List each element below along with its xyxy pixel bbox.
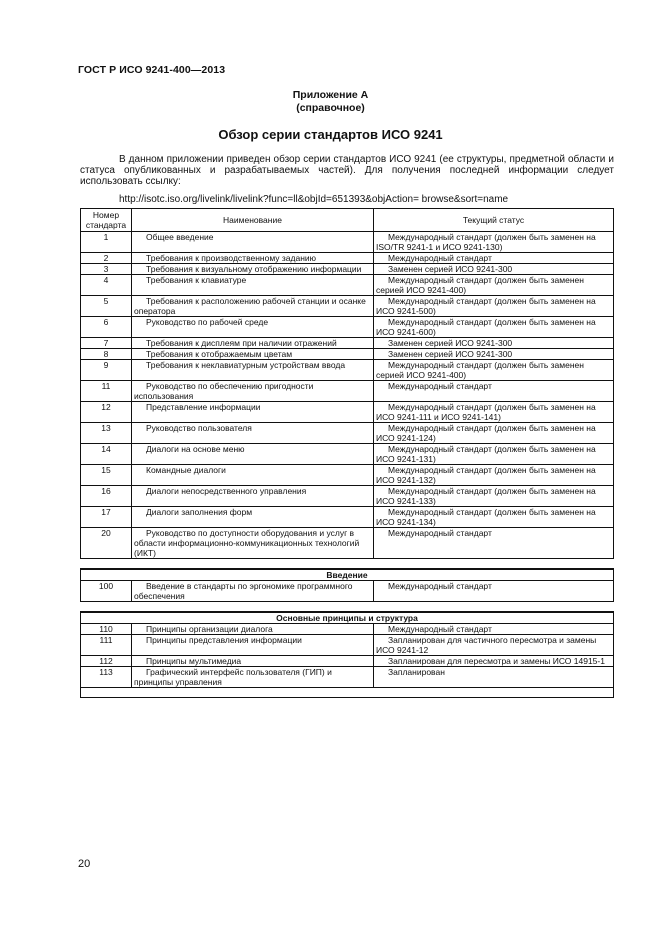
standards-table xyxy=(80,208,614,698)
table-row xyxy=(81,423,614,444)
row-number: 16 xyxy=(81,486,132,507)
row-name: Графический интерфейс пользователя (ГИП) и принципы управления xyxy=(132,667,374,688)
table-spacer xyxy=(81,602,614,613)
row-name: Диалоги на основе меню xyxy=(132,444,374,465)
page-number: 20 xyxy=(78,858,91,870)
table-row xyxy=(81,528,614,559)
row-status: Заменен серией ИСО 9241-300 xyxy=(374,349,614,360)
section-title: Введение xyxy=(81,569,614,581)
row-name: Руководство по обеспечению пригодности использования xyxy=(132,381,374,402)
row-number: 6 xyxy=(81,317,132,338)
row-name: Принципы организации диалога xyxy=(132,624,374,635)
row-number: 111 xyxy=(81,635,132,656)
row-name: Требования к неклавиатурным устройствам ввода xyxy=(132,360,374,381)
row-number: 110 xyxy=(81,624,132,635)
row-status: Международный стандарт (должен быть заменен на ISO/TR 9241-1 и ИСО 9241-130) xyxy=(374,232,614,253)
table-row xyxy=(81,381,614,402)
row-number: 7 xyxy=(81,338,132,349)
row-name: Руководство по доступности оборудования и услуг в области информационно-коммуникационных технологий (ИКТ) xyxy=(132,528,374,559)
row-number: 11 xyxy=(81,381,132,402)
column-header-name: Наименование xyxy=(132,209,374,232)
row-status: Международный стандарт (должен быть заменен серией ИСО 9241-400) xyxy=(374,360,614,381)
row-number: 112 xyxy=(81,656,132,667)
row-status: Международный стандарт (должен быть заменен на ИСО 9241-111 и ИСО 9241-141) xyxy=(374,402,614,423)
row-status: Международный стандарт (должен быть заменен на ИСО 9241-133) xyxy=(374,486,614,507)
table-row xyxy=(81,507,614,528)
row-number: 12 xyxy=(81,402,132,423)
row-status: Международный стандарт (должен быть заменен серией ИСО 9241-400) xyxy=(374,275,614,296)
table-row xyxy=(81,402,614,423)
row-number: 113 xyxy=(81,667,132,688)
annex-title: Приложение А xyxy=(292,89,369,101)
section-header-intro xyxy=(81,569,614,581)
row-number: 2 xyxy=(81,253,132,264)
row-status: Запланирован для частичного пересмотра и замены ИСО 9241-12 xyxy=(374,635,614,656)
table-row xyxy=(81,465,614,486)
table-spacer xyxy=(81,688,614,698)
table-row xyxy=(81,486,614,507)
table-row xyxy=(81,317,614,338)
row-name: Общее введение xyxy=(132,232,374,253)
table-row xyxy=(81,253,614,264)
row-number: 1 xyxy=(81,232,132,253)
row-name: Требования к отображаемым цветам xyxy=(132,349,374,360)
row-name: Требования к производственному заданию xyxy=(132,253,374,264)
table-spacer xyxy=(81,559,614,570)
column-header-number: Номер стандарта xyxy=(81,209,132,232)
table-row xyxy=(81,656,614,667)
table-row xyxy=(81,338,614,349)
table-row xyxy=(81,635,614,656)
row-number: 17 xyxy=(81,507,132,528)
row-name: Командные диалоги xyxy=(132,465,374,486)
row-name: Требования к расположению рабочей станции и осанке оператора xyxy=(132,296,374,317)
row-number: 13 xyxy=(81,423,132,444)
row-name: Принципы мультимедиа xyxy=(132,656,374,667)
row-status: Заменен серией ИСО 9241-300 xyxy=(374,264,614,275)
table-row xyxy=(81,296,614,317)
table-row xyxy=(81,275,614,296)
row-status: Международный стандарт (должен быть заменен на ИСО 9241-131) xyxy=(374,444,614,465)
row-name: Диалоги непосредственного управления xyxy=(132,486,374,507)
table-row xyxy=(81,349,614,360)
row-status: Заменен серией ИСО 9241-300 xyxy=(374,338,614,349)
row-number: 4 xyxy=(81,275,132,296)
table-header-row xyxy=(81,209,614,232)
row-status: Международный стандарт (должен быть заменен на ИСО 9241-500) xyxy=(374,296,614,317)
row-status: Запланирован xyxy=(374,667,614,688)
section-title: Основные принципы и структура xyxy=(81,612,614,624)
row-number: 20 xyxy=(81,528,132,559)
row-name: Требования к дисплеям при наличии отражений xyxy=(132,338,374,349)
row-number: 100 xyxy=(81,581,132,602)
row-status: Международный стандарт xyxy=(374,581,614,602)
row-status: Международный стандарт (должен быть заменен на ИСО 9241-134) xyxy=(374,507,614,528)
row-name: Введение в стандарты по эргономике программного обеспечения xyxy=(132,581,374,602)
reference-link[interactable]: http://isotc.iso.org/livelink/livelink?func=ll&objId=651393&objAction= browse&sort=name xyxy=(119,194,509,205)
row-number: 3 xyxy=(81,264,132,275)
annex-subtitle: (справочное) xyxy=(296,102,365,114)
row-name: Требования к визуальному отображению информации xyxy=(132,264,374,275)
row-name: Диалоги заполнения форм xyxy=(132,507,374,528)
table-row xyxy=(81,232,614,253)
row-status: Международный стандарт (должен быть заменен на ИСО 9241-600) xyxy=(374,317,614,338)
row-name: Принципы представления информации xyxy=(132,635,374,656)
row-number: 15 xyxy=(81,465,132,486)
intro-paragraph: В данном приложении приведен обзор серии стандартов ИСО 9241 (ее структуры, предметной области и статуса опубликованных и разрабатываемых частей). Для получения последней информации следует использовать ссылку: xyxy=(80,154,614,187)
row-name: Требования к клавиатуре xyxy=(132,275,374,296)
row-status: Международный стандарт (должен быть заменен на ИСО 9241-132) xyxy=(374,465,614,486)
row-name: Руководство по рабочей среде xyxy=(132,317,374,338)
row-status: Международный стандарт xyxy=(374,528,614,559)
table-row xyxy=(81,444,614,465)
page-title: Обзор серии стандартов ИСО 9241 xyxy=(218,127,443,142)
section-header-principles xyxy=(81,612,614,624)
row-name: Руководство пользователя xyxy=(132,423,374,444)
row-status: Запланирован для пересмотра и замены ИСО 14915-1 xyxy=(374,656,614,667)
row-name: Представление информации xyxy=(132,402,374,423)
document-code-header: ГОСТ Р ИСО 9241-400—2013 xyxy=(78,64,226,76)
row-status: Международный стандарт xyxy=(374,381,614,402)
table-row xyxy=(81,667,614,688)
row-status: Международный стандарт (должен быть заменен на ИСО 9241-124) xyxy=(374,423,614,444)
row-number: 9 xyxy=(81,360,132,381)
table-row xyxy=(81,581,614,602)
row-status: Международный стандарт xyxy=(374,253,614,264)
row-status: Международный стандарт xyxy=(374,624,614,635)
table-row xyxy=(81,624,614,635)
table-row xyxy=(81,264,614,275)
row-number: 5 xyxy=(81,296,132,317)
row-number: 8 xyxy=(81,349,132,360)
row-number: 14 xyxy=(81,444,132,465)
table-row xyxy=(81,360,614,381)
column-header-status: Текущий статус xyxy=(374,209,614,232)
